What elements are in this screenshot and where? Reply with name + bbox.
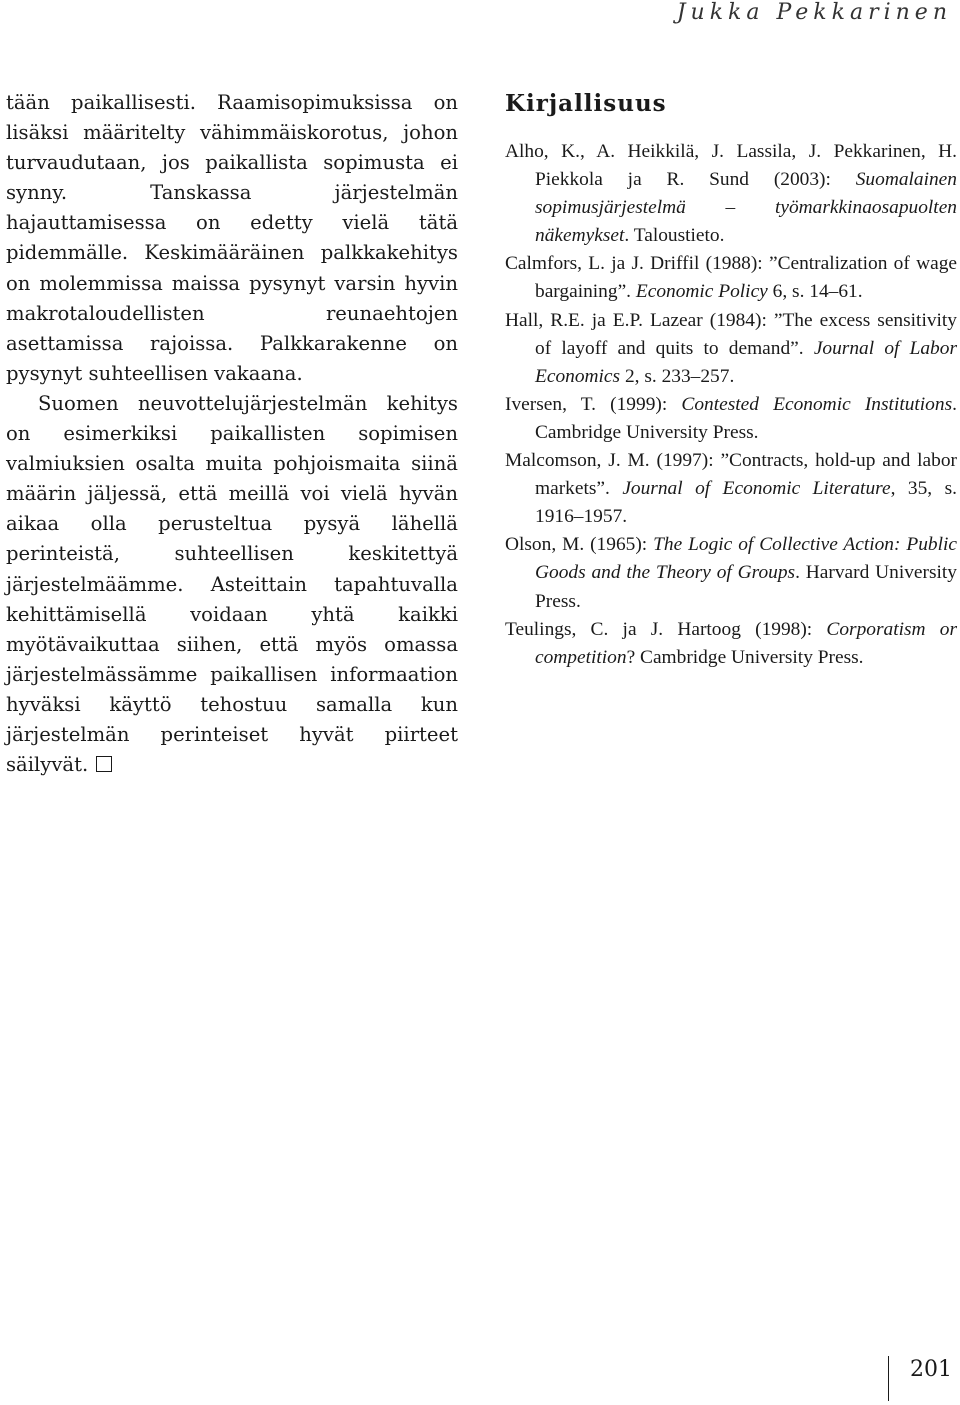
references-column — [505, 88, 957, 672]
reference-item — [505, 391, 957, 447]
reference-source: . Cambridge University Press. — [535, 393, 957, 443]
reference-source: ? Cambridge University Press. — [626, 646, 864, 668]
reference-authors: Teulings, C. ja J. Hartoog (1998): — [505, 618, 827, 640]
reference-title: Corporatism or competition — [535, 618, 957, 668]
reference-item — [505, 250, 957, 306]
reference-title: Journal of Labor Economics — [535, 337, 957, 387]
reference-source: 6, s. 14–61. — [767, 281, 863, 303]
reference-item — [505, 447, 957, 531]
reference-title: Economic Policy — [635, 281, 768, 303]
references-heading: Kirjallisuus — [505, 90, 667, 117]
reference-source: 2, s. 233–257. — [620, 365, 735, 387]
body-paragraph — [6, 389, 458, 780]
page-number: 201 — [910, 1357, 952, 1382]
reference-title: Contested Economic Institutions — [681, 393, 953, 415]
reference-authors: Malcomson, J. M. (1997): ”Contracts, hold-up and labor markets”. — [505, 450, 957, 500]
reference-item — [505, 307, 957, 391]
reference-authors: Calmfors, L. ja J. Driffil (1988): ”Centralization of wage bargaining”. — [505, 253, 957, 303]
reference-item — [505, 616, 957, 672]
reference-source: . Taloustieto. — [624, 225, 725, 247]
reference-source: . Harvard University Press. — [535, 562, 957, 612]
body-paragraph-text: Suomen neuvottelujärjestelmän kehitys on esimerkiksi paikallisten sopimisen valmiuksien osalta muita pohjoismaita siinä määrin jäljessä, että meillä voi vielä hyvän aikaa olla perusteltua pysyä lähellä perinteistä, suhteellisen keskitettyä järjestelmäämme. Asteittain tapahtuvalla kehittämisellä voidaan yhtä kaikki myötävaikuttaa siihen, että myös omassa järjestelmässämme paikallisen informaation hyväksi käyttö tehostuu samalla kun järjestelmän perinteiset hyvät piirteet säilyvät. — [6, 391, 458, 777]
reference-item — [505, 138, 957, 250]
reference-authors: Hall, R.E. ja E.P. Lazear (1984): ”The excess sensitivity of layoff and quits to demand”. — [505, 309, 957, 359]
reference-title: The Logic of Collective Action: Public Goods and the Theory of Groups — [535, 534, 957, 584]
reference-source: , 35, s. 1916–1957. — [535, 478, 957, 528]
reference-authors: Olson, M. (1965): — [505, 534, 654, 556]
reference-title: Suomalainen sopimusjärjestelmä – työmarkkinaosapuolten näkemykset — [535, 169, 957, 247]
reference-authors: Alho, K., A. Heikkilä, J. Lassila, J. Pekkarinen, H. Piekkola ja R. Sund (2003): — [505, 141, 957, 191]
body-paragraph: tään paikallisesti. Raamisopimuksissa on lisäksi määritelty vähimmäiskorotus, johon turvaudutaan, jos paikallista sopimusta ei synny. Tanskassa järjestelmän hajauttamisessa on edetty vielä tätä pidemmälle. Keskimääräinen palkkakehitys on molemmissa maissa pysynyt varsin hyvin makrotaloudellisten reunaehtojen asettamissa rajoissa. Palkkarakenne on pysynyt suhteellisen vakaana. — [6, 91, 458, 385]
reference-item — [505, 531, 957, 615]
reference-authors: Iversen, T. (1999): — [505, 393, 682, 415]
page-number-divider — [888, 1356, 889, 1401]
end-of-article-mark — [96, 756, 112, 772]
body-text-column — [6, 88, 458, 780]
reference-title: Journal of Economic Literature — [622, 478, 891, 500]
running-head: Jukka Pekkarinen — [676, 0, 952, 25]
